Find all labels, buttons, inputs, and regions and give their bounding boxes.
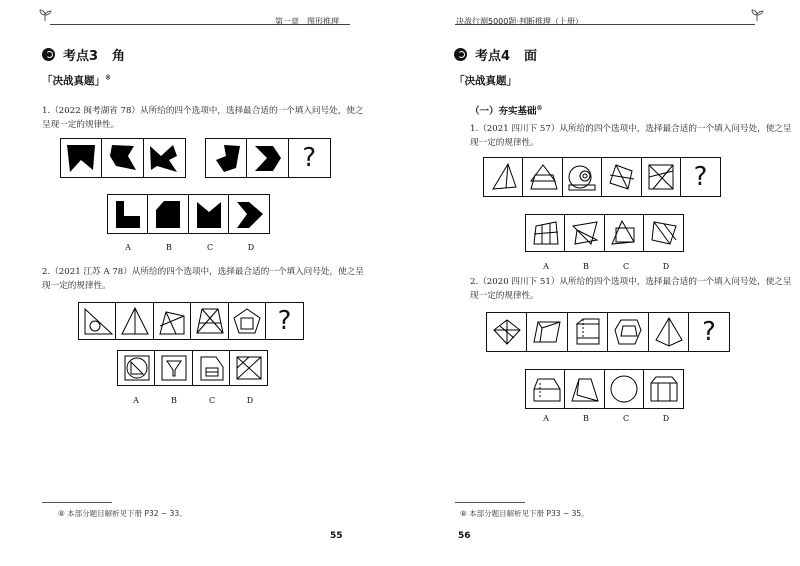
q1-figure-3 [562, 157, 603, 197]
q1-options-row [525, 214, 683, 252]
q2-label-a: A [543, 414, 549, 423]
q1-option-c[interactable] [604, 214, 645, 252]
q1-figure-5 [641, 157, 682, 197]
q1-stem-row [60, 138, 184, 178]
sprout-icon [750, 8, 764, 22]
q1-label-d: D [662, 262, 670, 271]
question-1-text: 1.（2022 闽考湖省 78）从所给的四个选项中，选择最合适的一个填入问号处，使之呈现一定的规律性。 [42, 106, 364, 130]
q2-label-d: D [662, 414, 670, 423]
q1-label-b: B [166, 243, 172, 252]
section-heading: 「决战真题」 [454, 75, 517, 87]
page-number: 56 [458, 531, 471, 541]
footnote: ⑧ 本部分题目解析见下册 P32 ~ 33。 [58, 509, 187, 518]
q1-option-d[interactable] [643, 214, 684, 252]
q2-stem-row [78, 302, 302, 340]
question-2-text: 2.（2021 江苏 A 78）从所给的四个选项中，选择最合适的一个填入问号处，使之呈现一定的规律性。 [42, 267, 364, 291]
q2-stem-row [486, 312, 728, 352]
q1-figure-4 [205, 138, 248, 178]
q2-option-b[interactable] [154, 350, 193, 386]
q1-figure-1 [483, 157, 524, 197]
q2-figure-4 [190, 302, 229, 340]
q1-label-a: A [543, 262, 549, 271]
running-header: 第一章 图形推理 [275, 17, 339, 26]
topic-keyword: 面 [524, 49, 538, 64]
q2-figure-2 [526, 312, 568, 352]
q1-stem-row-2 [205, 138, 329, 178]
q1-label-c: C [206, 243, 214, 252]
q1-option-c[interactable] [188, 194, 230, 234]
q1-option-d[interactable] [228, 194, 270, 234]
q2-option-d[interactable] [229, 350, 268, 386]
q1-question-mark: ? [680, 157, 721, 197]
q2-question-mark: ? [265, 302, 304, 340]
topic-badge-icon [454, 48, 467, 61]
q2-label-a: A [133, 396, 139, 405]
q2-figure-2 [115, 302, 154, 340]
q1-option-a[interactable] [525, 214, 566, 252]
q2-figure-1 [78, 302, 117, 340]
q2-question-mark: ? [688, 312, 730, 352]
section-heading: 「决战真题」® [42, 74, 111, 87]
q2-figure-4 [607, 312, 649, 352]
q1-stem-row [483, 157, 719, 197]
q2-figure-3 [153, 302, 192, 340]
q1-figure-2 [522, 157, 563, 197]
q1-label-a: A [125, 243, 131, 252]
footnote-rule [42, 502, 112, 503]
q2-label-b: B [171, 396, 177, 405]
q2-option-b[interactable] [564, 369, 605, 409]
question-2-text: 2.（2020 四川下 51）从所给的四个选项中，选择最合适的一个填入问号处，使之呈现一定的规律性。 [470, 277, 792, 301]
right-page [400, 0, 800, 566]
topic-number: 考点3 [63, 49, 99, 64]
q1-figure-5 [246, 138, 289, 178]
q1-options-row [107, 194, 269, 234]
q2-figure-1 [486, 312, 528, 352]
section-title [454, 45, 537, 64]
footnote: ⑧ 本部分题目解析见下册 P33 ~ 35。 [460, 509, 589, 518]
q2-figure-5 [648, 312, 690, 352]
page-number: 55 [330, 531, 343, 541]
q1-label-d: D [247, 243, 255, 252]
q2-option-a[interactable] [525, 369, 566, 409]
q1-question-mark: ? [288, 138, 331, 178]
q2-options-row [117, 350, 267, 386]
q2-figure-5 [228, 302, 267, 340]
q1-figure-1 [60, 138, 103, 178]
q2-option-c[interactable] [604, 369, 645, 409]
topic-badge-icon [42, 48, 55, 61]
q2-option-d[interactable] [643, 369, 684, 409]
topic-number: 考点4 [475, 49, 511, 64]
q2-label-b: B [583, 414, 589, 423]
q2-label-c: C [208, 396, 216, 405]
q1-label-c: C [622, 262, 630, 271]
section-title [42, 45, 125, 64]
footnote-rule [455, 502, 525, 503]
q2-option-c[interactable] [192, 350, 231, 386]
q1-option-b[interactable] [147, 194, 189, 234]
q1-figure-4 [601, 157, 642, 197]
sprout-icon [38, 8, 52, 22]
q1-label-b: B [583, 262, 589, 271]
topic-keyword: 角 [112, 49, 126, 64]
q2-option-a[interactable] [117, 350, 156, 386]
q2-figure-3 [567, 312, 609, 352]
q2-label-d: D [246, 396, 254, 405]
subsection-heading: （一）夯实基础® [470, 104, 543, 117]
q1-option-b[interactable] [564, 214, 605, 252]
q1-figure-2 [101, 138, 144, 178]
running-header: 决战行测5000题·判断推理（上册） [456, 17, 583, 26]
q1-figure-3 [143, 138, 186, 178]
q2-options-row [525, 369, 683, 409]
q1-option-a[interactable] [107, 194, 149, 234]
question-1-text: 1.（2021 四川下 57）从所给的四个选项中，选择最合适的一个填入问号处，使之呈现一定的规律性。 [470, 124, 792, 148]
q2-label-c: C [622, 414, 630, 423]
